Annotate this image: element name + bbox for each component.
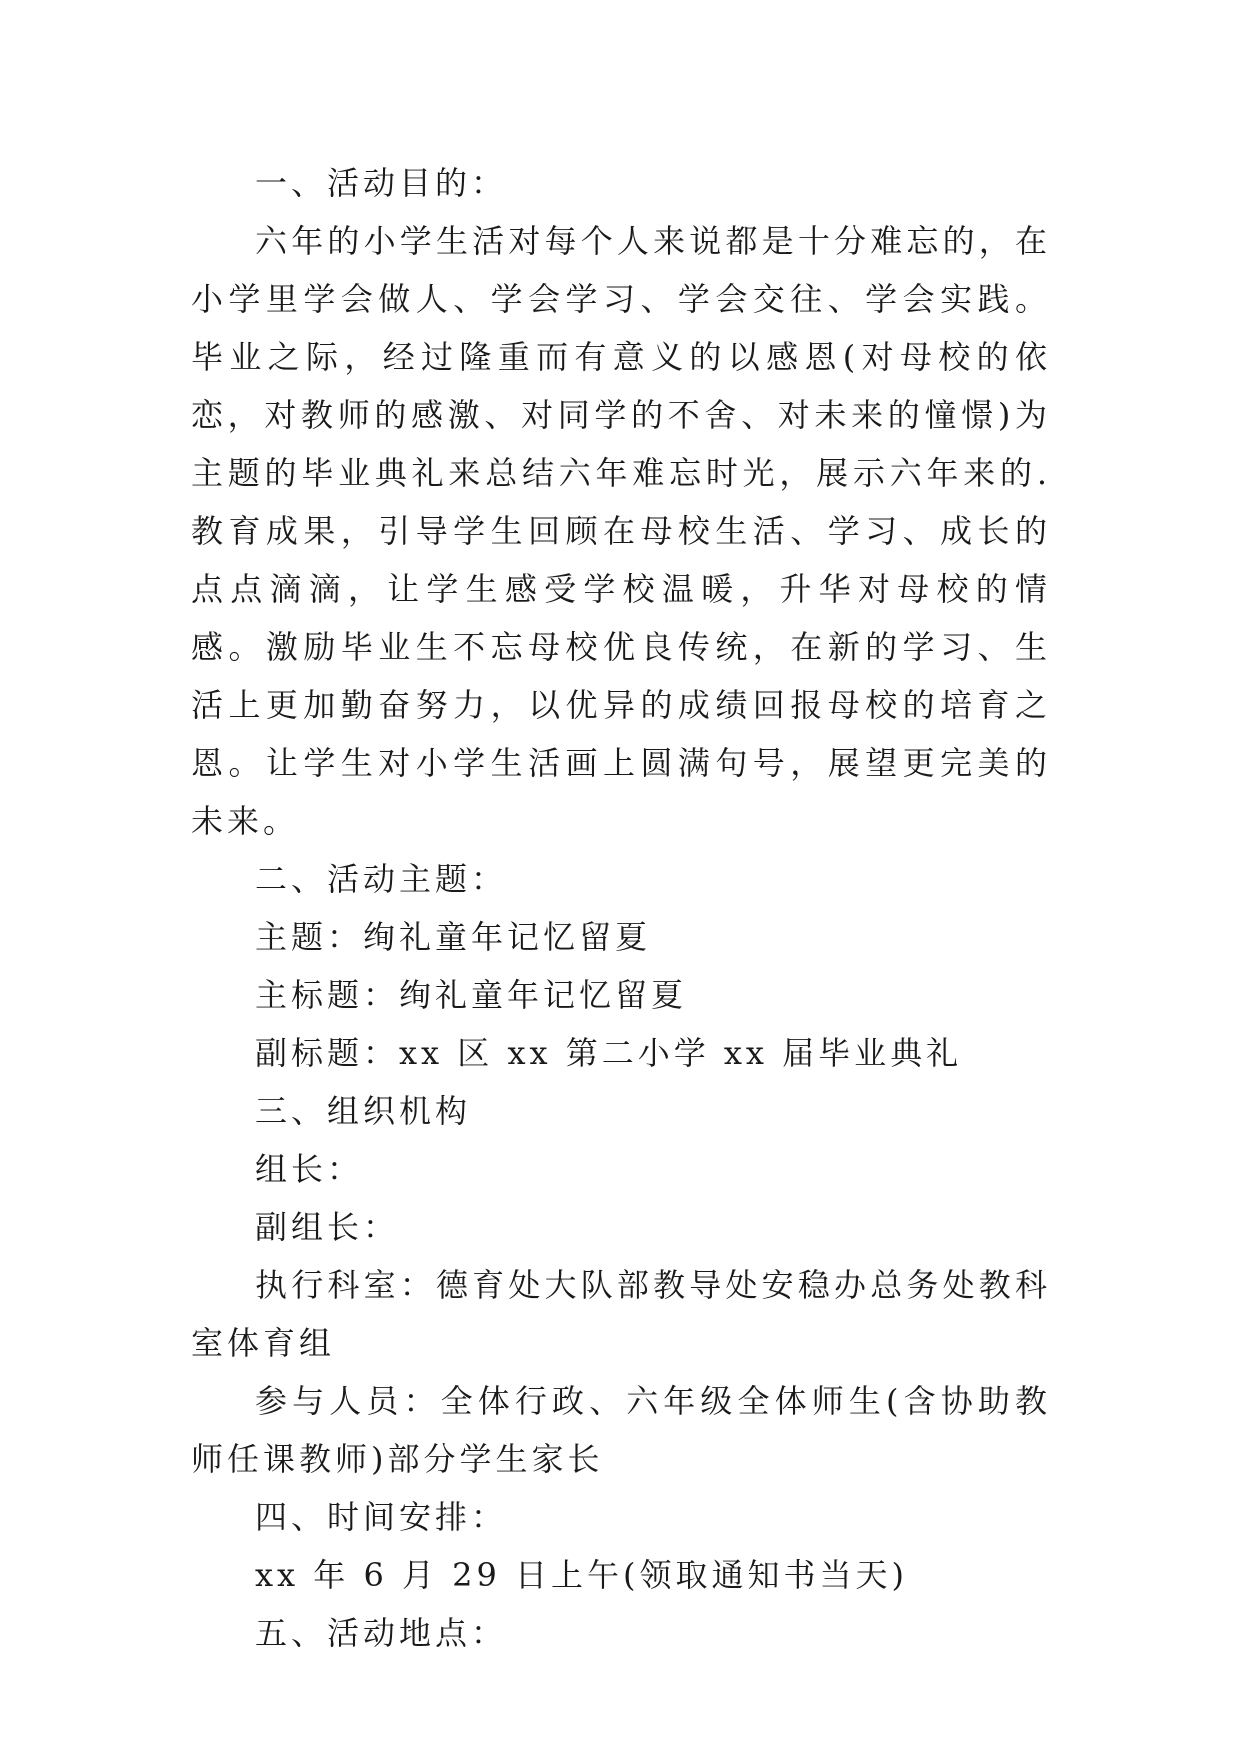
document-body bbox=[191, 154, 1051, 1662]
theme-line: 主题：绚礼童年记忆留夏 bbox=[255, 918, 652, 956]
participants-line: 参与人员：全体行政、六年级全体师生(含协助教师任课教师)部分学生家长 bbox=[191, 1382, 1051, 1478]
executive-departments-line: 执行科室：德育处大队部教导处安稳办总务处教科室体育组 bbox=[191, 1266, 1051, 1362]
heading-activity-purpose: 一、活动目的： bbox=[255, 164, 508, 202]
main-title-line: 主标题：绚礼童年记忆留夏 bbox=[255, 976, 688, 1014]
heading-venue: 五、活动地点： bbox=[255, 1614, 508, 1652]
leader-line: 组长： bbox=[255, 1150, 364, 1188]
heading-activity-theme: 二、活动主题： bbox=[255, 860, 508, 898]
subtitle-line: 副标题：xx 区 xx 第二小学 xx 届毕业典礼 bbox=[255, 1034, 963, 1072]
heading-schedule: 四、时间安排： bbox=[255, 1498, 508, 1536]
heading-organization: 三、组织机构 bbox=[255, 1092, 472, 1130]
deputy-leader-line: 副组长： bbox=[255, 1208, 400, 1246]
schedule-line: xx 年 6 月 29 日上午(领取通知书当天) bbox=[255, 1556, 909, 1594]
purpose-paragraph: 六年的小学生活对每个人来说都是十分难忘的，在小学里学会做人、学会学习、学会交往、学会实践。毕业之际，经过隆重而有意义的以感恩(对母校的依恋，对教师的感激、对同学的不舍、对未来的憧憬)为主题的毕业典礼来总结六年难忘时光，展示六年来的.教育成果，引导学生回顾在母校生活、学习、成长的点点滴滴，让学生感受学校温暖，升华对母校的情感。激励毕业生不忘母校优良传统，在新的学习、生活上更加勤奋努力，以优异的成绩回报母校的培育之恩。让学生对小学生活画上圆满句号，展望更完美的未来。 bbox=[191, 222, 1051, 840]
